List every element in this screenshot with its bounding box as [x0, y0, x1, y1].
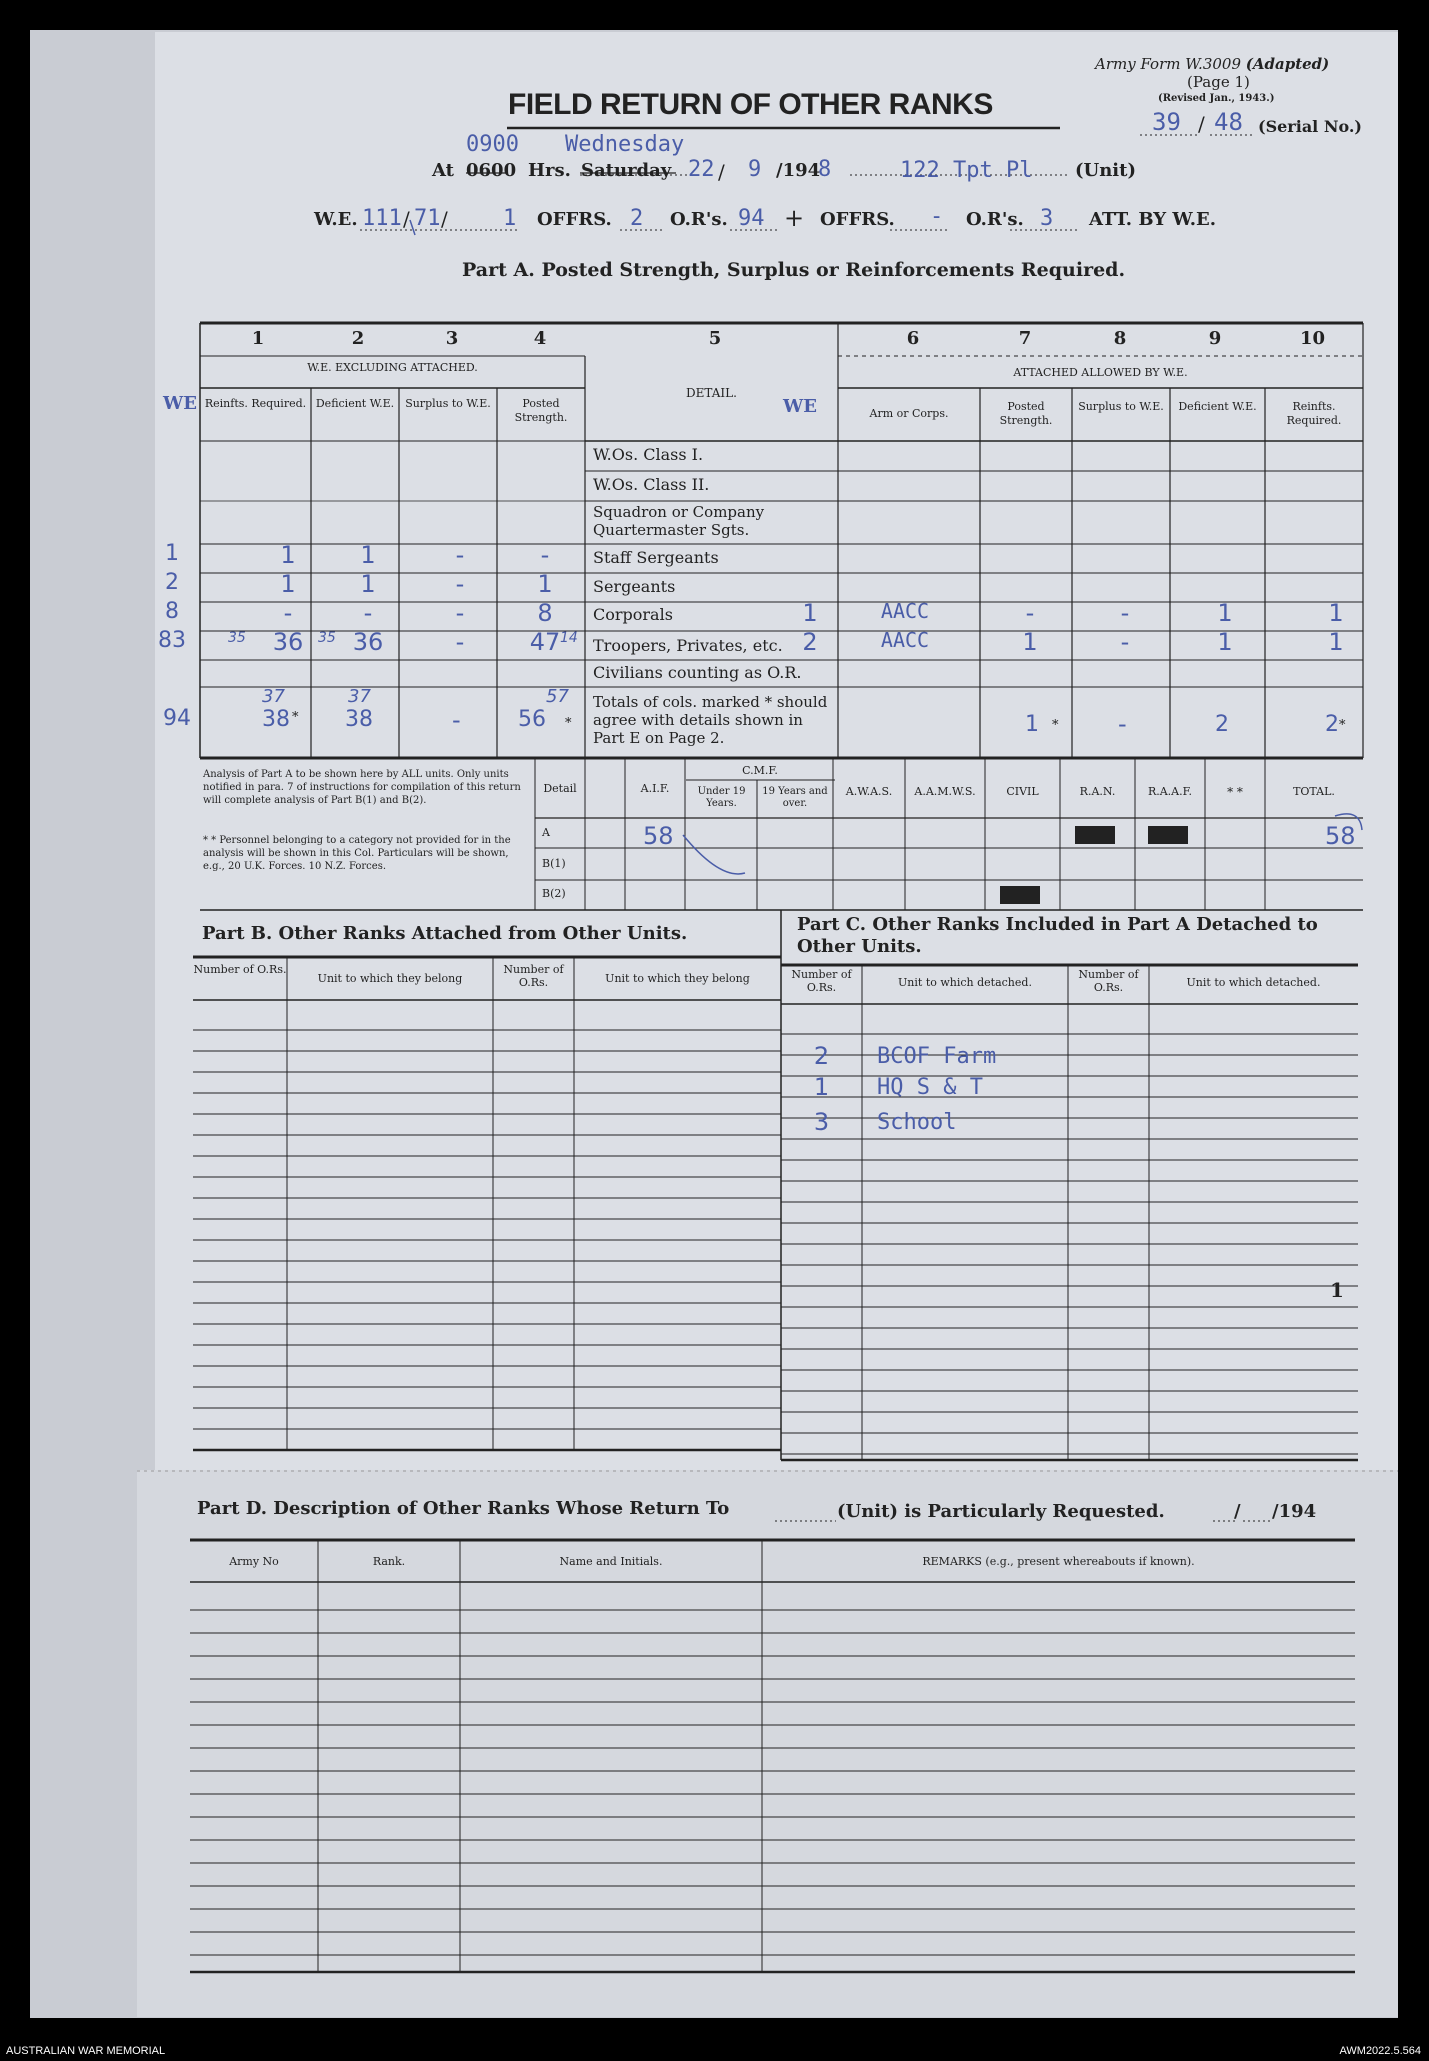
right-column-header: Arm or Corps.: [869, 407, 949, 420]
analysis-aif-header: A.I.F.: [640, 782, 670, 795]
at-label: At: [432, 160, 454, 181]
detail-label: Corporals: [593, 605, 673, 624]
analysis-a-total: 58: [1325, 822, 1356, 850]
year-digit: 8: [818, 157, 832, 182]
year-prefix: /194: [776, 160, 821, 181]
right-column-header: Posted Strength.: [999, 400, 1053, 427]
cell-c9: 1: [1217, 599, 1233, 627]
hours-label: Hrs.: [528, 160, 571, 181]
offrs2-value: -: [930, 204, 944, 229]
hours-printed: 0600: [466, 160, 517, 181]
analysis-other-header: * *: [1227, 785, 1243, 799]
cell-c4: 1: [537, 570, 553, 598]
part-d-date: /194: [1272, 1501, 1317, 1522]
analysis-row-label: A: [542, 826, 550, 839]
left-column-header: Deficient W.E.: [315, 397, 395, 410]
serial-a: 39: [1152, 108, 1181, 136]
analysis-a-aif: 58: [643, 822, 674, 850]
ors2-label: O.R's.: [966, 209, 1024, 230]
blocked-cell: [1075, 826, 1115, 844]
detail-label: Civilians counting as O.R.: [593, 663, 802, 682]
cell-c6: AACC: [880, 628, 930, 652]
serial-slash: /: [1198, 112, 1205, 136]
analysis-row-label: B(1): [542, 857, 566, 870]
offrs2-label: OFFRS.: [820, 209, 895, 230]
totals-c4-over: 57: [546, 686, 569, 707]
totals-detail: Totals of cols. marked * should agree with details shown in Part E on Page 2.: [593, 693, 828, 747]
cell-c1: -: [283, 599, 293, 627]
totals-c1: 38: [262, 707, 290, 732]
part-c-unit: BCOF Farm: [877, 1044, 997, 1069]
detail-label: Sergeants: [593, 577, 676, 596]
revision-note: (Revised Jan., 1943.): [1158, 93, 1275, 104]
cell-c4: 47: [529, 628, 561, 656]
plus-sign: +: [784, 204, 805, 232]
column-number: 8: [1113, 328, 1127, 349]
totals-we: 94: [163, 706, 191, 731]
cell-we: 83: [158, 628, 186, 653]
analysis-note-2: * * Personnel belonging to a category not provided for in the analysis will be shown in this Col. Particulars will be shown, e.g., 20 U.K. Forces. 10 N.Z. Forces.: [203, 835, 511, 872]
we-label: W.E.: [314, 209, 358, 230]
att-label: ATT. BY W.E.: [1089, 209, 1217, 230]
analysis-cmf-header: C.M.F.: [742, 764, 778, 777]
detail-header: DETAIL.: [686, 386, 737, 400]
analysis-aamws-header: A.A.M.W.S.: [914, 785, 976, 798]
totals-c7: 1: [1025, 712, 1039, 737]
part-a-title: Part A. Posted Strength, Surplus or Reinforcements Required.: [462, 259, 1126, 281]
cell-we: 1: [165, 541, 179, 566]
totals-c1-over: 37: [262, 686, 285, 707]
totals-c2-over: 37: [348, 686, 371, 707]
hours-written: 0900: [466, 132, 519, 157]
we-value-b: 71: [414, 206, 441, 231]
part-b-column-header: Number of O.Rs.: [193, 963, 287, 976]
stray-mark: 1: [1330, 1278, 1344, 1302]
part-c-column-header: Number of O.Rs.: [1078, 968, 1139, 994]
column-number: 10: [1300, 328, 1326, 349]
totals-c8: -: [1118, 710, 1127, 738]
right-column-header: Reinfts. Required.: [1286, 400, 1342, 427]
cell-we: 8: [165, 599, 179, 624]
annotation-c2: 35: [318, 630, 336, 646]
part-c-number: 3: [813, 1108, 830, 1136]
analysis-row-label: B(2): [542, 887, 566, 900]
cell-c3: -: [455, 541, 465, 569]
part-c-title: Part C. Other Ranks Included in Part A Detached to Other Units.: [797, 914, 1318, 957]
cell-we: 2: [165, 570, 179, 595]
cell-c8: -: [1120, 599, 1130, 627]
right-column-header: Deficient W.E.: [1178, 400, 1257, 413]
cell-c8: -: [1120, 628, 1130, 656]
left-group-header: W.E. EXCLUDING ATTACHED.: [307, 361, 478, 374]
totals-c4: 56: [518, 707, 546, 732]
part-c-column-header: Unit to which detached.: [898, 976, 1032, 989]
we-value-c: 1: [503, 206, 517, 231]
part-c-number: 2: [813, 1042, 830, 1070]
cell-c7: 1: [1022, 628, 1038, 656]
cell-c4: 8: [537, 599, 553, 627]
column-number: 2: [351, 328, 365, 349]
unit-label: (Unit): [1075, 160, 1136, 181]
column-number: 7: [1018, 328, 1032, 349]
footer-credit: AUSTRALIAN WAR MEMORIAL: [6, 2045, 166, 2057]
cell-c9: 1: [1217, 628, 1233, 656]
analysis-note-1: Analysis of Part A to be shown here by ALL units. Only units notified in para. 7 of instructions for compilation of this return will complete analysis of Part B(1) and B(2).: [203, 769, 521, 806]
part-c-number: 1: [813, 1073, 830, 1101]
column-number: 4: [533, 328, 547, 349]
detail-label: Troopers, Privates, etc.: [593, 636, 783, 655]
left-column-header: Posted Strength.: [514, 397, 568, 424]
we-value-a: 111: [362, 206, 402, 231]
serial-b: 48: [1214, 108, 1243, 136]
analysis-civil-header: CIVIL: [1006, 785, 1039, 798]
analysis-raaf-header: R.A.A.F.: [1147, 785, 1193, 798]
column-number: 6: [906, 328, 920, 349]
totals-c10: 2: [1325, 712, 1339, 737]
totals-c4-mark: *: [565, 716, 572, 731]
part-c-unit: HQ S & T: [877, 1075, 983, 1100]
serial-label: (Serial No.): [1258, 117, 1362, 136]
analysis-over19-header: 19 Years and over.: [762, 786, 828, 809]
annotation-c1: 35: [228, 630, 246, 646]
offrs-label: OFFRS.: [537, 209, 612, 230]
part-c-column-header: Number of O.Rs.: [791, 968, 852, 994]
analysis-total-header: TOTAL.: [1293, 785, 1335, 798]
day-written: Wednesday: [565, 132, 685, 157]
blocked-cell: [1148, 826, 1188, 844]
date-slash: /: [718, 160, 725, 184]
we-slash-a: /: [403, 207, 410, 231]
part-c-unit: School: [877, 1110, 957, 1135]
we-left-marker: WE: [163, 393, 197, 414]
cell-c6: AACC: [880, 599, 930, 623]
part-b-column-header: Number of O.Rs.: [503, 963, 564, 989]
we-right-marker: WE: [783, 396, 817, 417]
cell-c1: 1: [280, 570, 296, 598]
cell-c3: -: [455, 570, 465, 598]
page-number: (Page 1): [1187, 73, 1250, 91]
detail-label: W.Os. Class II.: [593, 475, 710, 494]
date-day: 22: [688, 157, 715, 182]
analysis-detail-header: Detail: [543, 782, 577, 795]
analysis-under19-header: Under 19 Years.: [697, 786, 746, 809]
right-group-header: ATTACHED ALLOWED BY W.E.: [1013, 366, 1188, 379]
offrs-value: 2: [630, 206, 644, 231]
ors-value: 94: [738, 206, 765, 231]
cell-c10: 1: [1328, 628, 1344, 656]
cell-c1: 1: [280, 541, 296, 569]
column-number: 5: [708, 328, 722, 349]
annotation-c4: 14: [560, 630, 578, 646]
totals-c10-mark: *: [1339, 718, 1346, 733]
detail-label: Squadron or Company Quartermaster Sgts.: [593, 503, 765, 539]
cell-c3: -: [455, 599, 465, 627]
army-form-number: Army Form W.3009 (Adapted): [1095, 55, 1330, 73]
cell-rwe: 2: [802, 628, 818, 656]
cell-c3: -: [455, 628, 465, 656]
detail-label: Staff Sergeants: [593, 548, 719, 567]
column-number: 3: [445, 328, 459, 349]
totals-c7-mark: *: [1052, 718, 1059, 733]
part-d-date-slash: /: [1234, 1501, 1241, 1522]
totals-c9: 2: [1215, 712, 1229, 737]
left-column-header: Reinfts. Required.: [204, 397, 307, 410]
part-d-title: Part D. Description of Other Ranks Whose Return To: [197, 1498, 730, 1519]
cell-c1: 36: [272, 628, 304, 656]
part-b-column-header: Unit to which they belong: [605, 972, 750, 985]
detail-label: W.Os. Class I.: [593, 445, 704, 464]
ors2-value: 3: [1040, 206, 1054, 231]
cell-c4: -: [540, 541, 550, 569]
left-column-header: Surplus to W.E.: [405, 397, 491, 410]
cell-c10: 1: [1328, 599, 1344, 627]
date-month: 9: [748, 157, 762, 182]
we-slash-b: /: [441, 207, 448, 231]
analysis-ran-header: R.A.N.: [1079, 785, 1116, 798]
column-number: 9: [1208, 328, 1222, 349]
page-title: FIELD RETURN OF OTHER RANKS: [508, 88, 993, 121]
totals-c1-mark: *: [292, 710, 299, 725]
totals-c3: -: [452, 706, 461, 734]
part-d-title-unit: (Unit) is Particularly Requested.: [837, 1501, 1165, 1522]
unit-value: 122 Tpt Pl: [900, 158, 1033, 183]
analysis-awas-header: A.W.A.S.: [845, 785, 893, 798]
part-b-title: Part B. Other Ranks Attached from Other Units.: [202, 923, 688, 944]
part-b-column-header: Unit to which they belong: [317, 972, 463, 985]
cell-c2: 36: [352, 628, 384, 656]
right-column-header: Surplus to W.E.: [1078, 400, 1164, 413]
day-printed: Saturday: [581, 160, 672, 181]
ors-label: O.R's.: [670, 209, 728, 230]
cell-c2: -: [363, 599, 373, 627]
cell-rwe: 1: [802, 599, 818, 627]
part-d-column-header: Name and Initials.: [559, 1555, 663, 1568]
totals-c2: 38: [345, 707, 373, 732]
part-c-column-header: Unit to which detached.: [1186, 976, 1321, 989]
part-d-column-header: Rank.: [372, 1555, 406, 1568]
cell-c7: -: [1025, 599, 1035, 627]
cell-c2: 1: [360, 541, 376, 569]
footer-ref: AWM2022.5.564: [1339, 2045, 1421, 2057]
part-d-column-header: REMARKS (e.g., present whereabouts if known).: [922, 1555, 1195, 1568]
column-number: 1: [251, 328, 265, 349]
cell-c2: 1: [360, 570, 376, 598]
part-d-column-header: Army No: [229, 1555, 279, 1568]
blocked-cell: [1000, 886, 1040, 904]
